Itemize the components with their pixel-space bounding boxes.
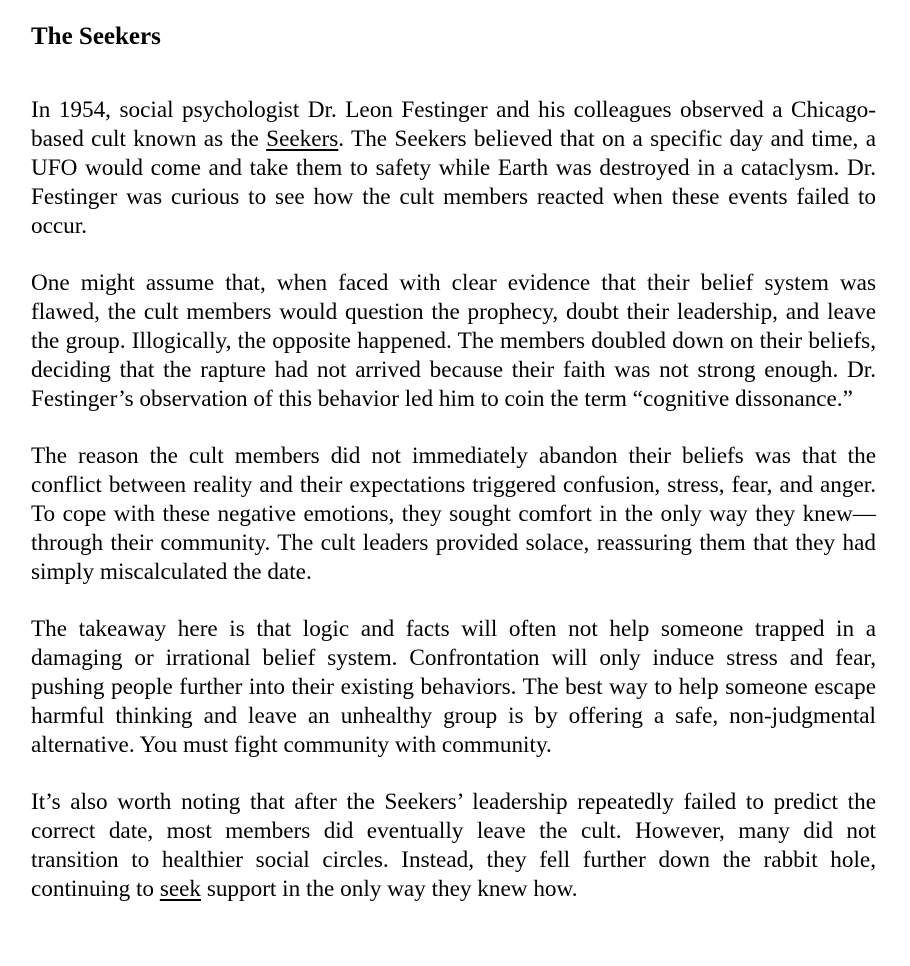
- seek-link[interactable]: seek: [159, 876, 202, 902]
- paragraph-5-text-start: It’s also worth noting that after the Seekers’ leadership repeatedly failed to predict the correct date, most members did eventually leave the cult. However, many did not transition to healthier social circles. Instead, they fell further down the rabbit hole, continuing to: [31, 789, 876, 902]
- paragraph-2: One might assume that, when faced with clear evidence that their belief system was flawed, the cult members would question the prophecy, doubt their leadership, and leave the group. Illogically, the opposite happened. The members doubled down on their beliefs, deciding that the rapture had not arrived because their faith was not strong enough. Dr. Festinger’s observation of this behavior led him to coin the term “cognitive dissonance.”: [31, 270, 876, 412]
- paragraph-4: The takeaway here is that logic and facts will often not help someone trapped in a damaging or irrational belief system. Confrontation will only induce stress and fear, pushing people further into their existing behaviors. The best way to help someone escape harmful thinking and leave an unhealthy group is by offering a safe, non-judgmental alternative. You must fight community with community.: [31, 616, 876, 758]
- paragraph-1: [31, 96, 876, 241]
- paragraph-3: The reason the cult members did not immediately abandon their beliefs was that the conflict between reality and their expectations triggered confusion, stress, fear, and anger. To cope with these negative emotions, they sought comfort in the only way they knew—through their community. The cult leaders provided solace, reassuring them that they had simply miscalculated the date.: [31, 443, 876, 585]
- paragraph-5: [31, 788, 876, 904]
- document-title: The Seekers: [31, 23, 161, 50]
- document-page: [31, 22, 876, 932]
- seekers-link[interactable]: Seekers: [266, 126, 339, 152]
- paragraph-5-text-end: support in the only way they knew how.: [201, 876, 578, 902]
- paragraph-1-text-start: In 1954, social psychologist Dr. Leon Festinger and his colleagues observed a Chicago-based cult known as the: [31, 97, 876, 152]
- paragraph-1-text-end: . The Seekers believed that on a specific day and time, a UFO would come and take them to safety while Earth was destroyed in a cataclysm. Dr. Festinger was curious to see how the cult members reacted when these events failed to occur.: [31, 126, 877, 239]
